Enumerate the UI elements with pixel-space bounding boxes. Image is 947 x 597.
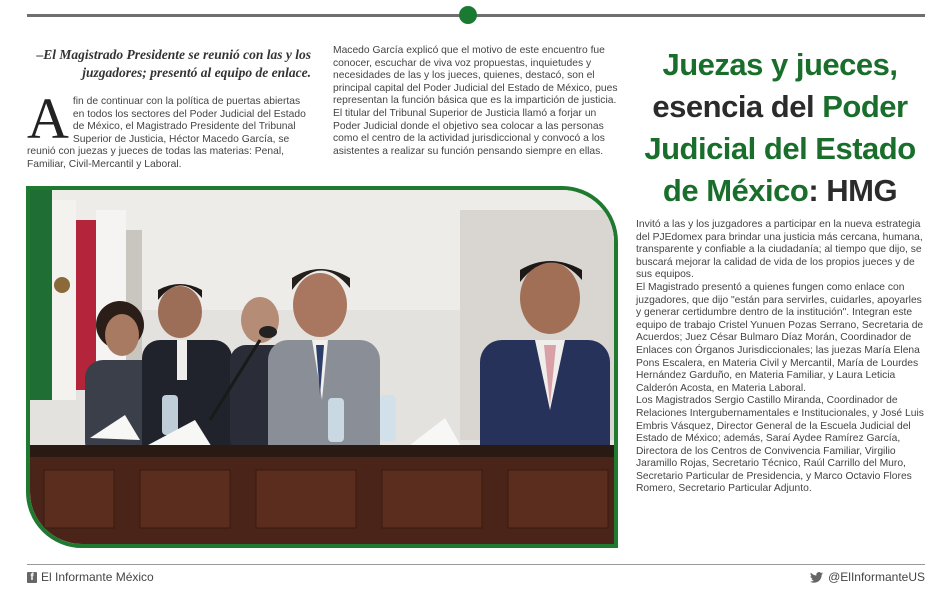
drop-cap: A	[27, 86, 69, 151]
headline-line-2b: Poder	[822, 89, 908, 124]
headline-line-3: Judicial del Estado	[644, 131, 916, 166]
headline-line-2a: esencia del	[652, 89, 823, 124]
article-column-3	[636, 219, 926, 496]
footer-facebook[interactable]	[27, 570, 154, 584]
footer-twitter-text: @ElInformanteUS	[828, 570, 925, 584]
meeting-photo	[26, 186, 618, 548]
top-green-dot	[459, 6, 477, 24]
meeting-photo-illustration	[30, 190, 614, 544]
headline-line-4a: de México	[662, 173, 809, 208]
footer-twitter[interactable]	[810, 570, 925, 584]
paragraph: Macedo García explicó que el motivo de este encuentro fue conocer, escuchar de viva voz propuestas, inquietudes y necesidades de las y los jueces, quienes, destacó, son el principal capital del Poder Judicial del Estado de México, pues representan la función básica que es la impartición de justicia.	[333, 45, 618, 107]
headline-line-4b: : HMG	[808, 173, 898, 208]
bottom-rule	[27, 564, 925, 565]
article-column-2	[333, 45, 623, 158]
paragraph: El titular del Tribunal Superior de Justicia llamó a forjar un Poder Judicial donde el objetivo sea colocar a las personas como el centro de la actividad jurisdiccional y convocó a los asistentes a realizar su función pensando siempre en ellas.	[333, 107, 605, 157]
paragraph: Invitó a las y los juzgadores a participar en la nueva estrategia del PJEdomex para brindar una justicia más cercana, humana, transparente y confiable a la ciudadanía; al tiempo que dijo, se buscará mejorar la calidad de vida de los propios jueces y de sus equipos.	[636, 219, 923, 281]
intro-paragraph	[27, 86, 311, 172]
intro-text: fin de continuar con la política de puertas abiertas en todos los sectores del Poder Judicial del Estado de México, el Magistrado Presidente del Tribunal Superior de Justicia, Héctor Macedo García, se reunió con juezas y jueces de todas las materias: Penal, Familiar, Civil-Mercantil y Laboral.	[27, 96, 306, 170]
footer-facebook-text: El Informante México	[41, 570, 154, 584]
lead-subtitle: –El Magistrado Presidente se reunió con las y los juzgadores; presentó al equipo de enlace.	[36, 47, 311, 80]
facebook-icon: f	[27, 572, 37, 583]
headline-line-1: Juezas y jueces,	[662, 47, 898, 82]
paragraph: Los Magistrados Sergio Castillo Miranda, Coordinador de Relaciones Intergubernamentales e Institucionales, y José Luis Embris Vásquez, Director General de la Escuela Judicial del Estado de México; además, Saraí Aydee Ramírez García, Directora de los Centros de Convivencia Familiar, Virgilio Jaramillo Rojas, Secretario Técnico, Raúl Carrillo del Muro, Secretario Particular de Presidencia, y Marco Octavio Flores Romero, Secretario Particular Adjunto.	[636, 395, 924, 495]
headline	[634, 44, 926, 212]
paragraph: El Magistrado presentó a quienes fungen como enlace con juzgadores, que dijo "están para servirles, cuidarles, apoyarles y generar certidumbre dentro de la institución". Integran este equipo de trabajo Cristel Yunuen Pozas Serrano, Secretaria de Acuerdos; Juez César Bulmaro Díaz Morán, Coordinador de Enlaces con Órganos Jurisdiccionales; las juezas María Elena Pons Escalera, en Materia Civil y Mercantil, María de Lourdes Hernández Garduño, en Materia Familiar, y Laura Leticia Calderón Acosta, en Materia Laboral.	[636, 281, 924, 394]
twitter-icon	[810, 572, 823, 583]
